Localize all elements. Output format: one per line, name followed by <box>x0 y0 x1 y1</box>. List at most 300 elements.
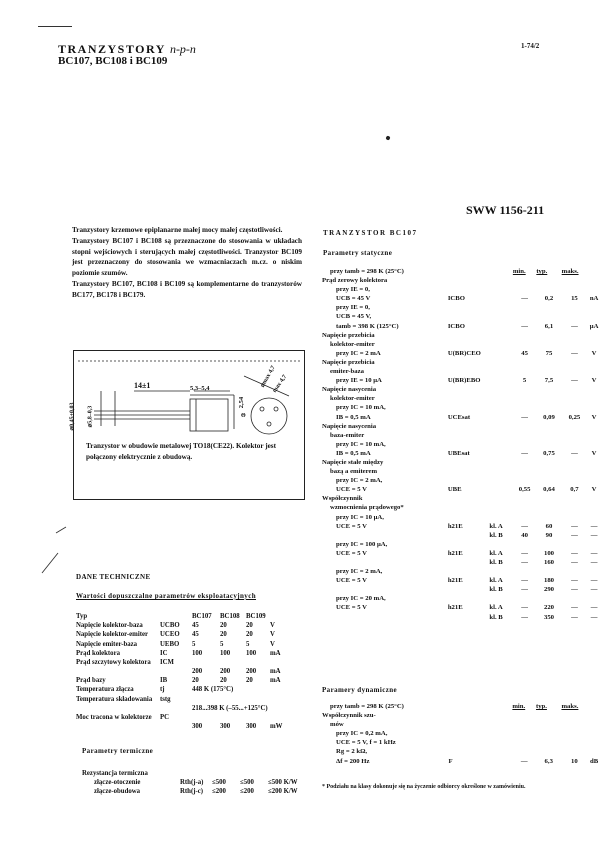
param-min: — <box>521 613 528 621</box>
param-typ: 7,5 <box>544 377 554 385</box>
param-unit <box>587 738 601 747</box>
param-class: kl. A <box>489 577 503 585</box>
param-name: przy IC = 20 mA, <box>336 595 386 603</box>
param-value: 20 <box>220 622 227 630</box>
param-name: Prąd zerowy kolektora <box>322 277 388 285</box>
param-typ <box>536 594 561 603</box>
param-name: Napięcie przebicia <box>322 358 375 366</box>
param-class: kl. B <box>489 586 503 594</box>
param-unit <box>587 358 601 367</box>
param-typ: 0,64 <box>543 486 555 494</box>
param-unit: V <box>591 349 597 357</box>
table-row <box>76 630 282 639</box>
param-unit <box>587 476 601 485</box>
param-class <box>489 285 512 294</box>
param-symbol <box>448 567 490 576</box>
dim-length: 14±1 <box>134 381 151 390</box>
param-value: ≤200 <box>212 788 226 796</box>
param-value: BC108 <box>220 613 240 620</box>
table-row <box>322 729 601 738</box>
param-value: 100 <box>220 649 231 657</box>
param-min <box>513 340 536 349</box>
table-row <box>76 685 282 694</box>
param-symbol <box>448 331 490 340</box>
param-name: Prąd bazy <box>76 677 106 685</box>
param-value: ≤500 K/W <box>268 779 298 787</box>
param-class <box>489 403 512 412</box>
table-row <box>322 485 601 494</box>
param-typ <box>536 431 561 440</box>
param-min: 0,55 <box>518 486 531 494</box>
param-unit: — <box>590 604 598 612</box>
param-unit: μA <box>589 322 599 330</box>
param-typ: 6,3 <box>544 757 553 765</box>
param-typ <box>536 494 561 503</box>
col-typ: typ. <box>535 703 547 710</box>
package-figure <box>69 350 305 500</box>
param-max: 0,7 <box>570 486 579 494</box>
param-class <box>489 567 512 576</box>
param-name: Napięcie nasycenia <box>322 386 377 394</box>
param-name: Napięcie kolektor-emiter <box>76 631 149 639</box>
param-symbol <box>448 558 490 567</box>
param-value: 448 K (175°C) <box>192 686 234 694</box>
dim-max-diam: ⌀max 4,7 <box>259 365 277 389</box>
param-value: 200 <box>246 668 257 676</box>
param-max <box>562 567 588 576</box>
param-unit: mA <box>270 668 281 676</box>
param-class <box>489 449 512 458</box>
dim-max: max 4,7 <box>271 374 289 394</box>
param-class <box>489 322 512 331</box>
param-value: 20 <box>220 631 227 639</box>
param-unit <box>587 422 601 431</box>
param-class <box>489 331 512 340</box>
param-symbol <box>448 494 490 503</box>
param-symbol: ICM <box>160 659 174 667</box>
param-typ <box>536 513 561 522</box>
table-row <box>322 322 601 331</box>
param-class <box>489 711 512 720</box>
param-min: — <box>521 295 528 303</box>
table-row <box>76 676 282 685</box>
param-value: 100 <box>246 649 257 657</box>
param-name: przy IC = 0,2 mA, <box>336 730 388 738</box>
param-class <box>489 485 512 494</box>
param-unit <box>587 494 601 503</box>
param-unit: — <box>590 613 598 621</box>
dim-lead: ⌀0,45±0,03 <box>69 402 76 431</box>
param-max <box>562 358 588 367</box>
table-row <box>322 349 601 358</box>
param-name: baza-emiter <box>330 431 365 439</box>
param-class: kl. A <box>489 549 503 557</box>
param-name <box>322 558 448 567</box>
table-header-row <box>322 267 601 276</box>
param-min <box>513 303 536 312</box>
table-row <box>76 612 282 621</box>
table-row <box>82 778 298 787</box>
param-unit: mW <box>270 722 283 730</box>
blank-cell <box>587 267 601 276</box>
param-typ <box>536 403 561 412</box>
param-symbol <box>448 513 490 522</box>
param-typ <box>536 285 561 294</box>
table-row <box>322 331 601 340</box>
param-symbol <box>448 747 489 756</box>
intro-text <box>72 225 302 301</box>
thermal-title: Parametry termiczne <box>82 747 154 755</box>
dynamic-title: Paramery dynamiczne <box>322 686 398 694</box>
param-max: — <box>571 559 578 566</box>
param-symbol: UCBO <box>160 622 180 630</box>
param-symbol: UBEsat <box>447 449 470 457</box>
table-row <box>322 603 601 612</box>
param-typ <box>536 312 561 321</box>
param-symbol <box>448 458 490 467</box>
page-reference: 1-74/2 <box>521 42 540 50</box>
param-symbol <box>448 276 490 285</box>
table-row <box>322 276 601 285</box>
param-typ: 0,75 <box>543 449 555 457</box>
param-symbol <box>448 403 490 412</box>
param-typ <box>536 738 561 747</box>
param-unit: dB <box>589 757 599 765</box>
param-symbol: Rth(j-a) <box>180 779 204 787</box>
param-value: 300 <box>192 722 203 730</box>
param-unit <box>587 431 601 440</box>
param-class <box>489 503 512 512</box>
param-unit: V <box>591 486 597 494</box>
param-min <box>513 476 536 485</box>
param-class <box>489 294 512 303</box>
param-class <box>489 540 512 549</box>
param-max: 0,25 <box>568 413 581 421</box>
param-min: — <box>521 322 528 330</box>
param-max <box>562 340 588 349</box>
dim-body: 5,3–5,4 <box>190 385 210 392</box>
param-min <box>512 729 536 738</box>
dim-tab: Θ <box>241 413 246 419</box>
table-row <box>322 394 601 403</box>
table-row <box>76 713 282 731</box>
table-row <box>322 358 601 367</box>
param-name: złącze-obudowa <box>94 788 141 796</box>
table-row <box>322 467 601 476</box>
param-unit: V <box>270 622 275 630</box>
table-row <box>322 757 601 766</box>
param-class: kl. B <box>489 613 503 621</box>
intro-paragraph: Tranzystory BC107 i BC108 są przeznaczone do stosowania w układach stopni wejściowych i sterujących małej częstotliwości. Tranzystor BC109 jest przeznaczony do stosowania we wzmacniaczach m.cz. o niskim poziomie szumów. <box>72 236 302 278</box>
param-min <box>513 285 536 294</box>
param-max <box>562 422 588 431</box>
param-class <box>489 340 512 349</box>
table-row <box>322 567 601 576</box>
param-max <box>562 476 588 485</box>
param-symbol <box>448 385 490 394</box>
param-max: — <box>571 586 578 594</box>
param-name: przy IE = 0, <box>336 286 370 294</box>
param-max <box>562 367 588 376</box>
param-unit <box>587 747 601 756</box>
param-min <box>513 312 536 321</box>
param-typ: 0,09 <box>543 413 555 421</box>
param-symbol: h21E <box>447 604 463 612</box>
param-symbol <box>448 303 490 312</box>
param-unit: V <box>270 640 275 648</box>
param-max <box>562 440 588 449</box>
param-class: kl. B <box>489 531 503 539</box>
param-name: Typ <box>76 613 88 620</box>
param-symbol <box>448 531 490 540</box>
param-max <box>562 303 588 312</box>
param-symbol: UBE <box>447 486 462 494</box>
param-max <box>562 458 588 467</box>
param-name: Rezystancja termiczna <box>82 770 148 777</box>
limits-table <box>76 612 282 731</box>
col-min: min. <box>512 268 526 275</box>
param-symbol: tstg <box>160 695 171 703</box>
table-row <box>322 385 601 394</box>
table-row <box>322 613 601 622</box>
table-row <box>322 303 601 312</box>
param-min: — <box>520 757 528 765</box>
param-symbol <box>448 358 490 367</box>
param-unit: V <box>270 631 275 639</box>
param-value: 20 <box>246 622 253 630</box>
param-value: 20 <box>246 631 253 639</box>
table-row <box>322 340 601 349</box>
param-max: — <box>571 577 578 585</box>
param-symbol <box>180 769 212 778</box>
param-min <box>513 331 536 340</box>
param-symbol: PC <box>160 713 170 721</box>
param-class <box>489 729 512 738</box>
param-symbol <box>448 312 490 321</box>
param-unit <box>587 312 601 321</box>
param-min <box>513 458 536 467</box>
table-row <box>322 367 601 376</box>
table-row <box>76 695 282 713</box>
param-name: złącze-otoczenie <box>94 779 141 787</box>
param-min <box>513 540 536 549</box>
param-typ: 0,2 <box>544 295 554 303</box>
param-name: mów <box>330 721 344 729</box>
param-unit <box>587 729 601 738</box>
blank-cell <box>448 702 489 711</box>
param-class <box>489 738 512 747</box>
param-unit: — <box>590 559 598 566</box>
param-name: Temperatura złącza <box>76 686 134 694</box>
param-value: 200 <box>220 668 231 676</box>
catalog-number: SWW 1156-211 <box>466 203 545 217</box>
param-min <box>513 594 536 603</box>
table-row <box>76 621 282 630</box>
transistor-heading: TRANZYSTOR BC107 <box>323 229 418 237</box>
table-row <box>322 540 601 549</box>
param-typ: 75 <box>545 349 553 357</box>
table-row <box>322 413 601 422</box>
param-max: — <box>571 613 578 621</box>
param-name: przy IC = 2 mA, <box>336 568 383 576</box>
param-symbol <box>448 720 489 729</box>
param-min <box>513 503 536 512</box>
param-unit <box>587 403 601 412</box>
param-max: 15 <box>571 295 578 303</box>
param-value: 300 <box>220 722 231 730</box>
param-min <box>513 422 536 431</box>
param-typ <box>536 458 561 467</box>
param-unit <box>587 303 601 312</box>
blank-cell <box>448 267 490 276</box>
table-row <box>322 711 601 720</box>
param-typ: 6,1 <box>544 322 554 330</box>
param-unit: — <box>590 549 598 557</box>
param-unit: nA <box>589 295 599 303</box>
table-row <box>322 747 601 756</box>
param-min <box>513 431 536 440</box>
table-row <box>322 549 601 558</box>
param-name: IB = 0,5 mA <box>336 449 371 457</box>
param-value: ≤200 <box>240 788 254 796</box>
param-name: Prąd kolektora <box>76 649 120 657</box>
param-max: 10 <box>570 757 578 765</box>
param-name: UCE = 5 V, f = 1 kHz <box>336 739 396 747</box>
param-max <box>562 467 588 476</box>
param-class <box>489 349 512 358</box>
param-max <box>562 331 588 340</box>
param-min <box>512 738 536 747</box>
footnote: * Podziału na klasy dokonuje się na życzenie odbiorcy określone w zamówieniu. <box>322 784 526 790</box>
param-name: wzmocnienia prądowego* <box>330 504 404 512</box>
param-value: 20 <box>246 677 253 685</box>
param-unit <box>587 340 601 349</box>
param-name: Napięcie nasycenia <box>322 422 377 430</box>
param-unit: — <box>590 577 598 585</box>
param-symbol <box>448 394 490 403</box>
param-value: 300 <box>246 722 257 730</box>
table-row <box>322 576 601 585</box>
param-name <box>322 613 448 622</box>
param-name: przy IE = 0, <box>336 304 370 312</box>
dynamic-params-table <box>322 702 601 766</box>
table-row <box>322 376 601 385</box>
table-row <box>322 440 601 449</box>
param-min <box>512 747 536 756</box>
section-title: DANE TECHNICZNE <box>76 573 151 581</box>
page-title: TRANZYSTORY n-p-n <box>58 42 196 56</box>
param-max <box>562 594 588 603</box>
param-value: 20 <box>192 677 199 685</box>
param-symbol <box>448 467 490 476</box>
table-row <box>322 720 601 729</box>
param-min: — <box>521 413 528 421</box>
table-row <box>322 494 601 503</box>
param-max <box>562 403 588 412</box>
param-class: kl. A <box>489 604 503 612</box>
param-typ <box>536 467 561 476</box>
param-min <box>513 358 536 367</box>
table-row <box>322 431 601 440</box>
param-typ <box>536 367 561 376</box>
blank-cell <box>587 702 601 711</box>
param-max <box>561 729 587 738</box>
param-unit <box>587 385 601 394</box>
table-row <box>322 585 601 594</box>
param-class <box>489 720 512 729</box>
param-max <box>562 394 588 403</box>
param-unit <box>587 367 601 376</box>
param-max <box>562 431 588 440</box>
param-name <box>322 531 448 540</box>
param-class <box>489 513 512 522</box>
param-symbol <box>448 711 489 720</box>
table-row <box>322 531 601 540</box>
param-symbol: Rth(j-c) <box>180 788 204 796</box>
param-max <box>561 738 587 747</box>
param-symbol <box>448 476 490 485</box>
param-name: UCE = 5 V <box>336 486 367 494</box>
param-typ <box>536 729 561 738</box>
param-symbol <box>448 440 490 449</box>
param-min <box>513 513 536 522</box>
param-max <box>562 494 588 503</box>
param-unit: — <box>590 522 598 530</box>
param-class <box>489 476 512 485</box>
param-name: bazą a emiterem <box>330 468 378 476</box>
param-typ: 180 <box>543 577 554 585</box>
figure-caption: Tranzystor w obudowie metalowej TO18(CE22). Kolektor jest połączony elektrycznie z obudową. <box>86 442 276 461</box>
param-name: Δf = 200 Hz <box>336 757 370 765</box>
col-max: maks. <box>561 703 579 710</box>
param-symbol <box>448 738 489 747</box>
param-name: przy IC = 2 mA <box>336 349 381 357</box>
table-row <box>76 649 282 658</box>
table-row <box>322 285 601 294</box>
table-row <box>76 640 282 649</box>
param-unit: mA <box>270 649 281 657</box>
param-value <box>240 769 268 778</box>
param-symbol <box>448 594 490 603</box>
param-class <box>489 422 512 431</box>
param-typ <box>536 503 561 512</box>
param-name: UCB = 45 V, <box>336 313 372 321</box>
param-symbol <box>448 340 490 349</box>
param-min <box>513 394 536 403</box>
param-typ: 90 <box>545 531 553 539</box>
condition-label: przy tamb = 298 K (25°C) <box>330 268 404 275</box>
param-symbol <box>448 431 490 440</box>
param-min <box>513 494 536 503</box>
table-row <box>322 458 601 467</box>
param-max: — <box>571 449 578 457</box>
param-class <box>489 367 512 376</box>
param-max <box>562 312 588 321</box>
param-name: przy IC = 10 mA, <box>336 404 386 412</box>
param-name: emiter-baza <box>330 368 364 376</box>
param-typ: 220 <box>543 604 554 612</box>
param-symbol <box>448 729 489 738</box>
param-max: — <box>571 549 578 557</box>
param-unit <box>587 276 601 285</box>
param-typ <box>536 385 561 394</box>
param-max: — <box>571 604 578 612</box>
param-name: UCE = 5 V <box>336 522 367 530</box>
param-class <box>489 431 512 440</box>
table-row <box>82 787 298 796</box>
param-max <box>562 513 588 522</box>
param-min <box>513 403 536 412</box>
